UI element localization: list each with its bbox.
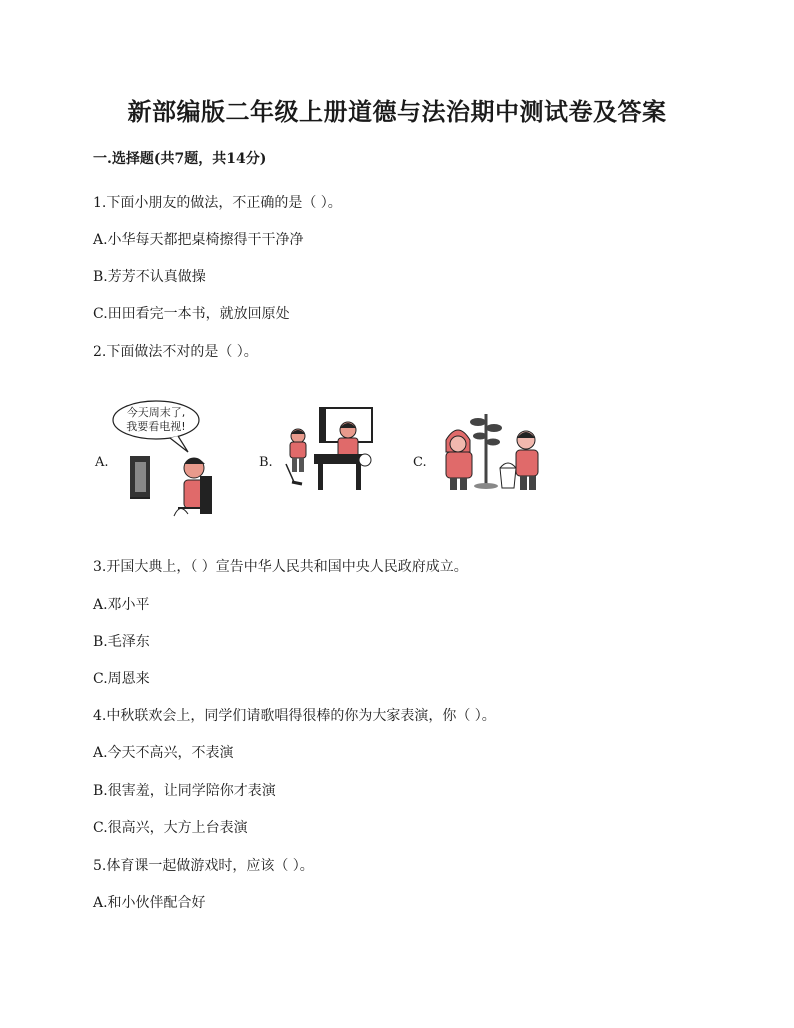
question-4-option-b[interactable]: B.很害羞，让同学陪你才表演 — [93, 783, 276, 799]
question-2-stem: 2.下面做法不对的是（ ）。 — [93, 344, 258, 360]
speech-bubble-line-2: 我要看电视! — [126, 420, 186, 433]
question-3-stem: 3.开国大典上，（ ）宣告中华人民共和国中央人民政府成立。 — [93, 559, 468, 575]
question-2-option-c[interactable]: C. — [413, 455, 427, 470]
question-3-option-c[interactable]: C.周恩来 — [93, 671, 150, 687]
question-1-option-a[interactable]: A.小华每天都把桌椅擦得干干净净 — [93, 232, 304, 248]
question-4-stem: 4.中秋联欢会上，同学们请歌唱得很棒的你为大家表演，你（ ）。 — [93, 708, 496, 724]
question-3-option-b[interactable]: B.毛泽东 — [93, 634, 150, 650]
question-4-option-a[interactable]: A.今天不高兴，不表演 — [93, 745, 234, 761]
question-4-option-c[interactable]: C.很高兴，大方上台表演 — [93, 820, 248, 836]
section-heading: 一.选择题(共7题，共14分) — [93, 151, 267, 167]
question-1-option-c[interactable]: C.田田看完一本书，就放回原处 — [93, 306, 290, 322]
question-3-option-a[interactable]: A.邓小平 — [93, 597, 150, 613]
question-5-stem: 5.体育课一起做游戏时，应该（ ）。 — [93, 858, 314, 874]
picture-planting-tree — [436, 410, 554, 496]
picture-watching-tv — [108, 398, 220, 518]
page-title: 新部编版二年级上册道德与法治期中测试卷及答案 — [127, 97, 667, 126]
question-5-option-a[interactable]: A.和小伙伴配合好 — [93, 895, 206, 911]
question-1-stem: 1.下面小朋友的做法，不正确的是（ ）。 — [93, 195, 342, 211]
picture-cleaning-desk — [276, 404, 378, 514]
question-2-option-a[interactable]: A. — [95, 455, 109, 470]
question-1-option-b[interactable]: B.芳芳不认真做操 — [93, 269, 206, 285]
speech-bubble-line-1: 今天周末了, — [126, 406, 186, 419]
question-2-option-b[interactable]: B. — [259, 455, 273, 470]
